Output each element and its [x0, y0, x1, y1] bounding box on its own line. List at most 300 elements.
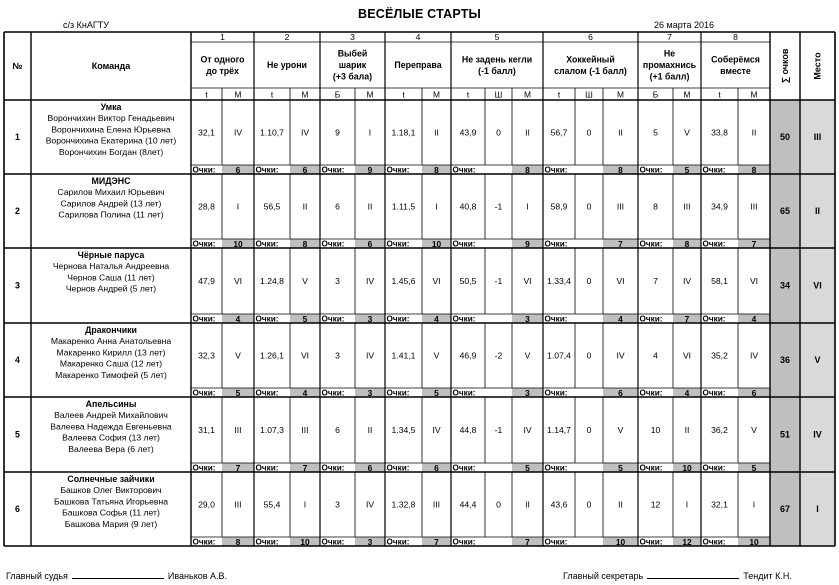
result-value: III [616, 201, 625, 212]
team-name: Апельсины [85, 399, 137, 409]
result-value: -2 [494, 350, 503, 361]
points-value: 12 [682, 537, 692, 547]
chief-secretary-label: Главный секретарь [563, 571, 644, 581]
place-value: V [814, 355, 821, 365]
result-value: IV [365, 350, 375, 361]
contest-name: Хоккейный [566, 54, 615, 65]
points-value: 5 [302, 314, 308, 324]
result-value: IV [432, 425, 441, 435]
team-member: Башкова Татьяна Игорьевна [53, 496, 169, 507]
team-name: Дракончики [85, 325, 137, 335]
result-value: 9 [335, 127, 340, 138]
points-label: Очки: [544, 314, 568, 324]
result-value: III [683, 201, 691, 212]
organizer-label: с/з КнАГТУ [63, 20, 109, 30]
points-label: Очки: [452, 239, 476, 249]
result-value: 46,9 [459, 350, 477, 361]
points-value: 3 [367, 388, 373, 398]
team-member: Ворончихина Екатерина (10 лет) [45, 135, 177, 146]
points-value: 5 [235, 388, 241, 398]
result-value: IV [523, 425, 532, 435]
points-value: 6 [751, 388, 757, 398]
points-value: 9 [525, 239, 530, 249]
place-value: II [814, 206, 821, 216]
points-label: Очки: [452, 463, 476, 473]
event-date: 26 марта 2016 [654, 20, 715, 30]
points-value: 6 [302, 165, 308, 175]
team-member: Чернов Андрей (5 лет) [65, 283, 157, 294]
subcolumn-header: М [524, 89, 531, 100]
subcolumn-header: t [466, 89, 470, 100]
result-value: 12 [650, 499, 661, 510]
subcolumn-header: М [683, 89, 691, 100]
result-value: 1.41,1 [391, 350, 416, 361]
contest-name: От одного [200, 54, 245, 65]
points-value: 4 [235, 314, 241, 324]
points-label: Очки: [321, 165, 345, 175]
team-number: 5 [15, 429, 20, 440]
result-value: 34,9 [711, 201, 728, 212]
result-value: I [236, 201, 240, 212]
result-value: II [367, 201, 373, 212]
result-value: II [618, 499, 623, 510]
result-value: V [524, 350, 531, 361]
contest-name: (+3 бала) [332, 71, 373, 82]
chief-secretary-signature [563, 569, 792, 581]
team-member: Валеева Надежда Евгеньевна [50, 421, 172, 432]
points-value: 7 [434, 537, 439, 547]
contest-name: промахнись [642, 60, 697, 70]
result-value: 0 [586, 276, 592, 286]
result-value: 0 [586, 350, 592, 361]
points-value: 5 [434, 388, 439, 398]
team-member: Башков Олег Викторович [60, 485, 162, 496]
points-value: 5 [525, 463, 530, 473]
result-value: VI [616, 276, 625, 286]
result-value: II [684, 425, 690, 435]
sum-column-header: ∑ очков [780, 48, 790, 84]
total-points: 51 [779, 429, 791, 440]
place-value: VI [813, 280, 822, 291]
result-value: 1.10,7 [260, 127, 284, 138]
points-label: Очки: [321, 314, 345, 324]
points-value: 5 [751, 463, 757, 473]
result-value: 55,4 [263, 499, 281, 510]
result-value: I [685, 499, 689, 510]
points-value: 5 [684, 165, 690, 175]
contest-number: 6 [588, 32, 593, 42]
points-label: Очки: [192, 314, 216, 324]
points-label: Очки: [321, 388, 345, 398]
points-label: Очки: [544, 537, 568, 547]
result-value: 4 [653, 350, 658, 361]
result-value: V [433, 350, 440, 361]
points-label: Очки: [192, 388, 216, 398]
result-value: 0 [586, 425, 592, 435]
points-label: Очки: [702, 314, 726, 324]
team-number: 1 [15, 132, 20, 142]
team-member: Сарилов Андрей (13 лет) [60, 198, 162, 209]
points-label: Очки: [639, 537, 663, 547]
signature-line [647, 569, 739, 579]
points-value: 10 [749, 537, 759, 547]
points-label: Очки: [639, 314, 663, 324]
points-value: 8 [235, 537, 241, 547]
team-name: Умка [100, 102, 122, 112]
result-value: V [684, 127, 690, 138]
points-label: Очки: [192, 463, 216, 473]
contest-number: 5 [494, 32, 500, 42]
result-value: IV [300, 127, 310, 138]
team-member: Валеева Вера (6 лет) [68, 443, 154, 454]
result-value: VI [523, 276, 532, 286]
points-label: Очки: [702, 165, 726, 175]
contest-number: 4 [415, 32, 421, 42]
points-value: 8 [684, 239, 690, 249]
points-value: 7 [235, 463, 241, 473]
result-value: I [303, 499, 307, 510]
result-value: 32,1 [711, 499, 728, 510]
team-number: 4 [15, 355, 20, 365]
points-value: 10 [300, 537, 310, 547]
points-label: Очки: [321, 239, 345, 249]
contest-number: 8 [733, 32, 738, 42]
points-value: 4 [751, 314, 757, 324]
contest-name: Не урони [267, 60, 307, 70]
points-label: Очки: [386, 239, 410, 249]
points-value: 6 [434, 463, 439, 473]
result-value: II [618, 127, 623, 138]
subcolumn-header: М [750, 89, 758, 100]
result-value: 3 [335, 276, 340, 286]
result-value: 7 [653, 276, 658, 286]
result-value: 0 [586, 127, 592, 138]
result-value: II [434, 127, 439, 138]
result-value: 1.07,3 [260, 425, 284, 435]
team-member: Макаренко Тимофей (5 лет) [55, 369, 167, 380]
subcolumn-header: Ш [585, 89, 593, 100]
result-value: -1 [494, 201, 503, 212]
points-value: 3 [525, 314, 530, 324]
contest-name: до трёх [206, 65, 239, 76]
points-value: 7 [618, 239, 623, 249]
subcolumn-header: Б [652, 89, 659, 100]
points-value: 10 [233, 239, 243, 249]
total-points: 67 [779, 504, 791, 514]
result-value: 0 [496, 127, 501, 138]
points-value: 7 [525, 537, 530, 547]
points-value: 6 [367, 239, 373, 249]
points-value: 4 [302, 388, 308, 398]
total-points: 65 [779, 206, 791, 216]
result-value: 33,8 [711, 127, 728, 138]
points-value: 4 [684, 388, 690, 398]
points-value: 10 [682, 463, 692, 473]
subcolumn-header: Б [334, 89, 341, 100]
result-value: 1.26,1 [260, 350, 284, 361]
points-label: Очки: [452, 165, 476, 175]
subcolumn-header: t [402, 89, 405, 100]
place-value: III [813, 132, 822, 142]
result-value: IV [233, 127, 243, 138]
subcolumn-header: М [234, 89, 242, 100]
team-member: Макаренко Саша (12 лет) [59, 358, 163, 369]
chief-secretary-name: Тендит К.Н. [743, 571, 792, 581]
points-label: Очки: [255, 463, 279, 473]
result-value: 5 [653, 127, 658, 138]
result-value: 1.11,5 [391, 201, 416, 212]
points-value: 7 [751, 239, 757, 249]
points-label: Очки: [639, 388, 663, 398]
contest-number: 7 [667, 32, 672, 42]
result-value: -1 [494, 425, 503, 435]
team-member: Ворончихин Богдан (8лет) [58, 146, 164, 157]
subcolumn-header: М [366, 89, 374, 100]
contest-number: 1 [220, 32, 225, 42]
result-value: 1.07,4 [547, 350, 571, 361]
result-value: I [435, 201, 438, 212]
points-value: 7 [684, 314, 690, 324]
chief-judge-name: Иваньков А.В. [167, 571, 228, 581]
team-member: Валеева София (13 лет) [62, 432, 160, 443]
points-value: 8 [525, 165, 530, 175]
result-value: I [368, 127, 372, 138]
points-value: 6 [367, 463, 373, 473]
points-label: Очки: [544, 388, 568, 398]
result-value: 47,9 [198, 276, 215, 286]
result-value: 0 [586, 499, 592, 510]
team-member: Валеев Андрей Михайлович [54, 410, 168, 421]
points-label: Очки: [255, 388, 279, 398]
points-label: Очки: [192, 165, 216, 175]
team-member: Сарилов Михаил Юрьевич [57, 187, 165, 198]
team-member: Ворончихин Виктор Генадьевич [47, 113, 175, 124]
contest-name: Не задень кегли [461, 54, 533, 65]
signature-line [72, 569, 164, 579]
result-value: 6 [335, 201, 340, 212]
subcolumn-header: t [718, 89, 721, 100]
result-value: 0 [586, 201, 592, 212]
points-label: Очки: [702, 537, 726, 547]
team-member: Чернов Саша (11 лет) [67, 272, 155, 283]
team-member: Башкова Софья (11 лет) [62, 507, 160, 518]
result-value: 56,7 [550, 127, 568, 138]
team-name: Солнечные зайчики [67, 474, 155, 484]
result-value: 0 [496, 499, 501, 510]
team-number: 2 [15, 206, 20, 216]
result-value: 28,8 [198, 201, 215, 212]
result-value: IV [682, 276, 692, 286]
result-value: V [617, 425, 624, 435]
points-value: 10 [431, 239, 442, 249]
points-value: 9 [367, 165, 373, 175]
place-value: IV [813, 429, 822, 440]
result-value: III [432, 499, 441, 510]
contest-number: 3 [350, 32, 355, 42]
result-value: 10 [650, 425, 661, 435]
result-value: IV [365, 499, 375, 510]
points-value: 3 [525, 388, 530, 398]
contest-name: вместе [720, 65, 751, 76]
total-points: 34 [779, 280, 791, 291]
points-value: 8 [302, 239, 308, 249]
team-member: Сарилова Полина (11 лет) [58, 209, 164, 220]
points-value: 6 [235, 165, 241, 175]
result-value: 32,1 [198, 127, 215, 138]
result-value: 56,5 [263, 201, 281, 212]
points-label: Очки: [255, 239, 279, 249]
contest-name: (-1 балл) [478, 65, 516, 76]
points-value: 7 [302, 463, 308, 473]
place-column-header: Место [812, 52, 823, 80]
team-member: Макаренко Кирилл (13 лет) [56, 347, 166, 358]
contest-name: шарик [338, 60, 367, 70]
points-label: Очки: [386, 537, 410, 547]
team-number: 3 [15, 280, 20, 291]
contest-name: слалом (-1 балл) [554, 65, 627, 76]
team-member: Башкова Мария (9 лет) [64, 518, 158, 529]
result-value: III [234, 425, 242, 435]
result-value: 1.33,4 [547, 276, 571, 286]
subcolumn-header: М [301, 89, 309, 100]
result-value: III [234, 499, 242, 510]
team-name: Чёрные паруса [77, 250, 145, 260]
points-label: Очки: [639, 239, 663, 249]
result-value: VI [682, 350, 692, 361]
result-value: I [752, 499, 756, 510]
result-value: II [751, 127, 757, 138]
team-member: Ворончихина Елена Юрьевна [51, 124, 171, 135]
points-label: Очки: [702, 463, 726, 473]
result-value: 1.32,8 [391, 499, 416, 510]
subcolumn-header: М [617, 89, 624, 100]
points-value: 5 [618, 463, 623, 473]
contest-name: Не [663, 48, 676, 59]
result-value: 58,1 [711, 276, 728, 286]
contest-name: Переправа [394, 60, 442, 70]
points-label: Очки: [386, 388, 410, 398]
points-label: Очки: [544, 165, 568, 175]
result-value: II [302, 201, 308, 212]
points-label: Очки: [386, 463, 410, 473]
points-value: 3 [367, 314, 373, 324]
result-value: 1.14,7 [547, 425, 571, 435]
points-label: Очки: [452, 314, 476, 324]
points-value: 10 [615, 537, 626, 547]
place-value: I [816, 504, 819, 514]
result-value: I [526, 201, 529, 212]
result-value: 29,0 [198, 499, 215, 510]
points-value: 6 [618, 388, 623, 398]
contest-name: Выбей [337, 48, 368, 59]
points-label: Очки: [386, 165, 410, 175]
team-member: Макаренко Анна Анатольевна [50, 336, 172, 347]
result-value: 43,9 [459, 127, 477, 138]
result-value: 31,1 [198, 425, 215, 435]
result-value: 44,4 [459, 499, 477, 510]
result-value: 40,8 [459, 201, 477, 212]
result-value: 44,8 [459, 425, 477, 435]
team-number: 6 [15, 504, 20, 514]
total-points: 36 [779, 355, 791, 365]
result-value: 6 [335, 425, 340, 435]
points-label: Очки: [544, 463, 568, 473]
points-value: 8 [751, 165, 757, 175]
result-value: III [750, 201, 758, 212]
points-label: Очки: [452, 537, 476, 547]
points-label: Очки: [639, 463, 663, 473]
result-value: 3 [335, 499, 340, 510]
result-value: 1.18,1 [391, 127, 416, 138]
result-value: IV [749, 350, 759, 361]
contest-number: 2 [284, 32, 290, 42]
subcolumn-header: М [433, 89, 440, 100]
result-value: 36,2 [711, 425, 728, 435]
result-value: 35,2 [711, 350, 728, 361]
points-value: 4 [434, 314, 439, 324]
team-column-header: Команда [91, 61, 131, 71]
result-value: V [751, 425, 757, 435]
subcolumn-header: t [557, 89, 561, 100]
points-label: Очки: [702, 388, 726, 398]
points-label: Очки: [255, 165, 279, 175]
result-value: 8 [653, 201, 658, 212]
result-value: VI [432, 276, 441, 286]
points-label: Очки: [452, 388, 476, 398]
points-label: Очки: [255, 314, 279, 324]
total-points: 50 [779, 132, 791, 142]
points-label: Очки: [544, 239, 568, 249]
result-value: III [301, 425, 309, 435]
chief-judge-signature [6, 569, 227, 581]
subcolumn-header: t [205, 89, 208, 100]
points-label: Очки: [702, 239, 726, 249]
result-value: 1.34,5 [391, 425, 416, 435]
result-value: -1 [494, 276, 503, 286]
points-value: 8 [618, 165, 623, 175]
result-value: 3 [335, 350, 340, 361]
result-value: IV [365, 276, 375, 286]
number-column-header: № [12, 61, 23, 71]
result-value: V [235, 350, 241, 361]
result-value: II [525, 127, 530, 138]
result-value: 1.24,8 [260, 276, 284, 286]
points-label: Очки: [321, 537, 345, 547]
subcolumn-header: t [270, 89, 274, 100]
result-value: II [525, 499, 530, 510]
page-title: ВЕСЁЛЫЕ СТАРТЫ [357, 7, 481, 21]
result-value: VI [233, 276, 243, 286]
result-value: II [367, 425, 373, 435]
points-label: Очки: [255, 537, 279, 547]
result-value: 43,6 [550, 499, 568, 510]
contest-name: (+1 балл) [649, 71, 690, 82]
points-label: Очки: [321, 463, 345, 473]
result-value: IV [616, 350, 625, 361]
result-value: 1.45,6 [391, 276, 416, 286]
points-value: 8 [434, 165, 439, 175]
contest-name: Соберёмся [711, 54, 760, 65]
result-value: 32,3 [198, 350, 215, 361]
result-value: 50,5 [459, 276, 477, 286]
team-name: МИДЭНС [91, 176, 131, 186]
chief-judge-label: Главный судья [6, 571, 68, 581]
points-value: 4 [618, 314, 623, 324]
team-member: Чернова Наталья Андреевна [52, 261, 170, 272]
result-value: 58,9 [550, 201, 568, 212]
points-label: Очки: [386, 314, 410, 324]
result-value: VI [300, 350, 310, 361]
